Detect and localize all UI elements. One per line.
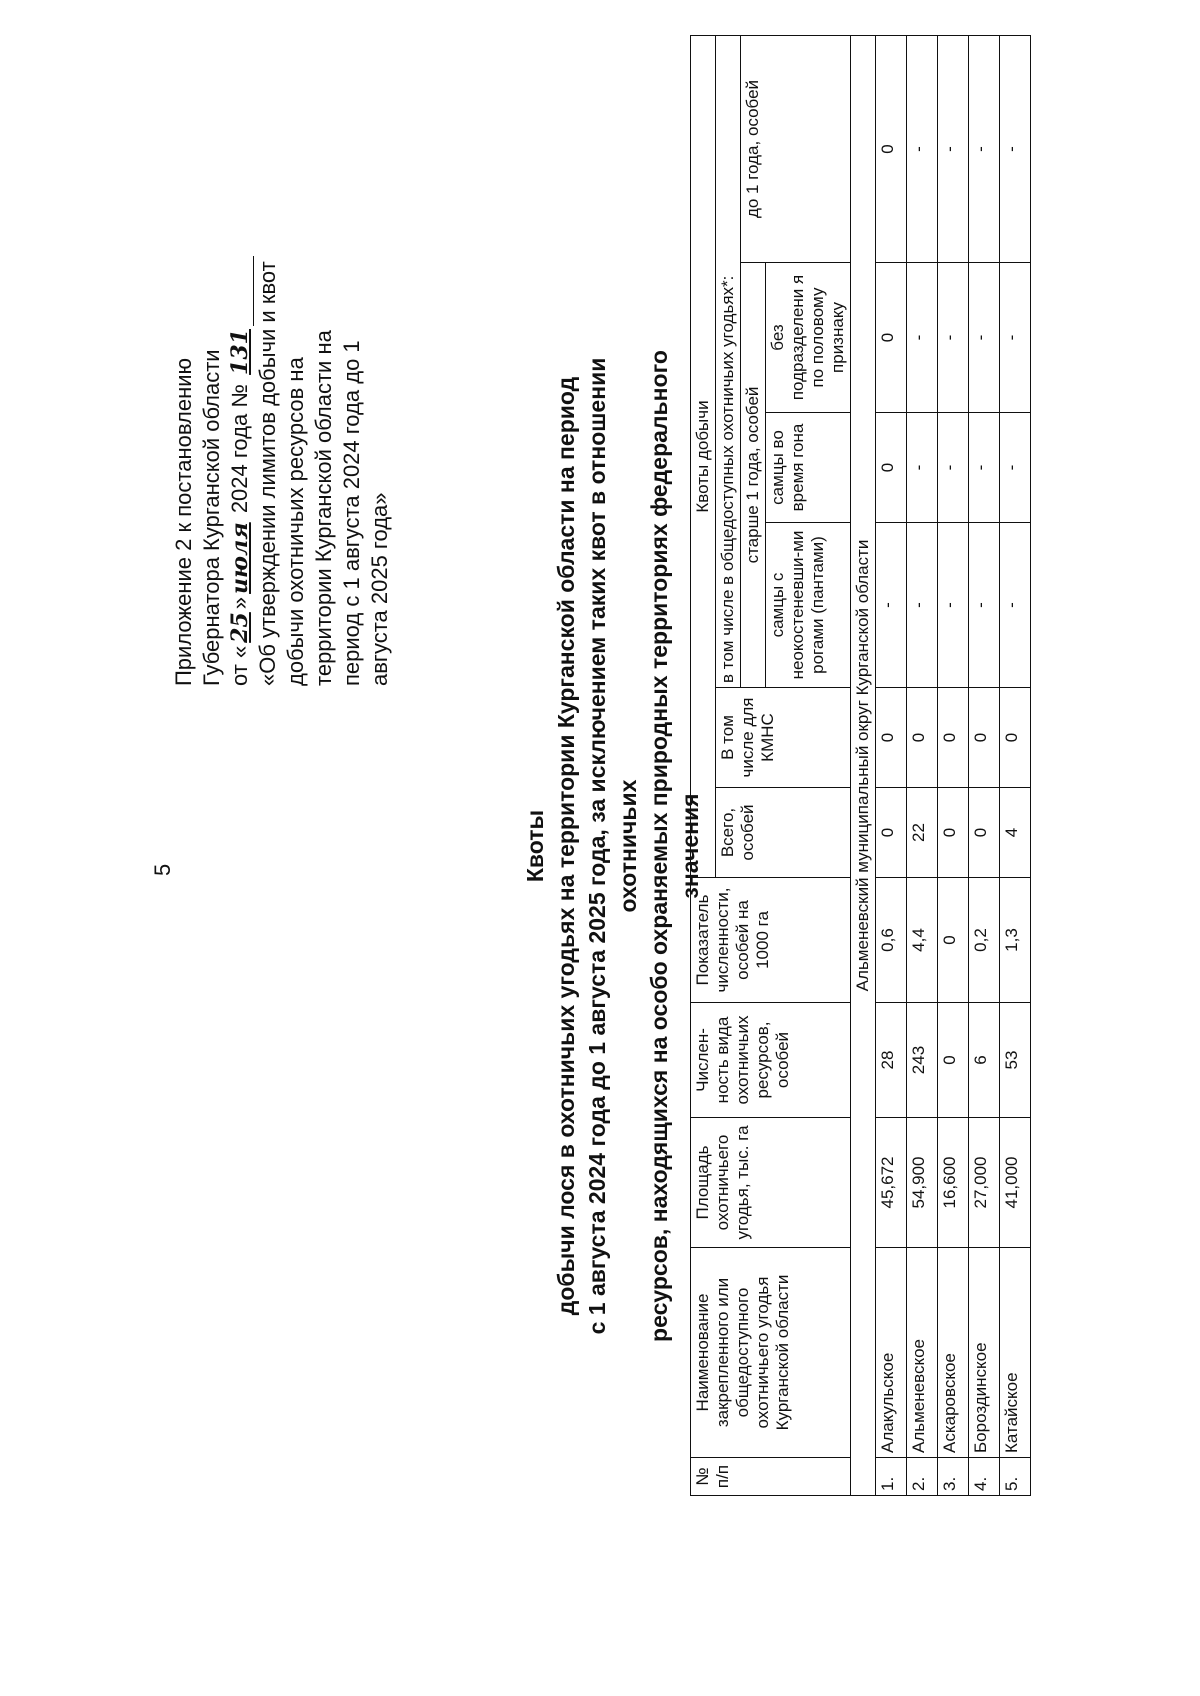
cell-under1: - [969, 35, 1000, 262]
cell-kmns: 0 [969, 688, 1000, 788]
header-density: Показатель численности, особей на 1000 га [691, 878, 851, 1003]
cell-under1: - [907, 35, 938, 262]
date-prefix: от « [227, 645, 252, 686]
date-year: 2024 года № [227, 377, 252, 520]
table-row [938, 35, 969, 1495]
title-line: с 1 августа 2024 года до 1 августа 2025 года, за исключением таких квот в отношении охотничьих [584, 357, 641, 1335]
cell-no-sex: - [969, 263, 1000, 413]
appendix-line: «Об утверждении лимитов добычи и квот [255, 261, 280, 686]
table-row [907, 35, 938, 1495]
cell-name: Альменевское [907, 1248, 938, 1458]
cell-name: Катайское [1000, 1248, 1031, 1458]
table-section-row [851, 35, 876, 1495]
cell-population: 243 [907, 1003, 938, 1118]
cell-males-velvet: - [1000, 523, 1031, 688]
cell-name: Алакульское [876, 1248, 907, 1458]
appendix-line: добычи охотничьих ресурсов на [283, 357, 308, 686]
header-area: Площадь охотничьего угодья, тыс. га [691, 1118, 851, 1248]
table-row [876, 35, 907, 1495]
header-name: Наименование закрепленного или общедоступного охотничьего угодья Курганской области [691, 1248, 851, 1458]
cell-males-rut: - [938, 413, 969, 523]
cell-males-velvet: - [876, 523, 907, 688]
header-no-sex: без подразделени я по половому признаку [766, 263, 851, 413]
cell-population: 28 [876, 1003, 907, 1118]
header-public: в том числе в общедоступных охотничьих угодьях*: [716, 35, 741, 687]
table-header-row [691, 35, 716, 1495]
appendix-line: августа 2025 года» [367, 492, 392, 686]
cell-total: 0 [876, 788, 907, 878]
cell-males-velvet: - [907, 523, 938, 688]
cell-males-rut: 0 [876, 413, 907, 523]
header-males-velvet: самцы с неокостеневши-ми рогами (пантами) [766, 523, 851, 688]
date-month: июля [227, 522, 253, 594]
appendix-line: территории Курганской области на [311, 330, 336, 686]
cell-no-sex: - [907, 263, 938, 413]
cell-area: 54,900 [907, 1118, 938, 1248]
cell-no-sex: 0 [876, 263, 907, 413]
cell-kmns: 0 [907, 688, 938, 788]
decree-number: 131 [227, 329, 253, 375]
cell-males-rut: - [969, 413, 1000, 523]
table-row [969, 35, 1000, 1495]
cell-density: 4,4 [907, 878, 938, 1003]
cell-under1: 0 [876, 35, 907, 262]
cell-total: 22 [907, 788, 938, 878]
cell-density: 0 [938, 878, 969, 1003]
cell-total: 0 [938, 788, 969, 878]
quota-table [690, 35, 1031, 1496]
cell-density: 0,2 [969, 878, 1000, 1003]
appendix-line: период с 1 августа 2024 года до 1 [339, 340, 364, 686]
cell-name: Аскаровское [938, 1248, 969, 1458]
cell-males-rut: - [1000, 413, 1031, 523]
cell-total: 4 [1000, 788, 1031, 878]
cell-num: 1. [876, 1458, 907, 1496]
cell-area: 41,000 [1000, 1118, 1031, 1248]
date-day: 25 [227, 612, 253, 643]
cell-total: 0 [969, 788, 1000, 878]
header-under1: до 1 года, особей [741, 35, 851, 262]
cell-name: Бороздинское [969, 1248, 1000, 1458]
cell-density: 1,3 [1000, 878, 1031, 1003]
document-title [520, 296, 706, 1396]
cell-num: 2. [907, 1458, 938, 1496]
appendix-block [170, 46, 394, 686]
cell-num: 3. [938, 1458, 969, 1496]
appendix-line: Приложение 2 к постановлению [171, 357, 196, 686]
appendix-line: Губернатора Курганской области [199, 349, 224, 686]
cell-males-velvet: - [938, 523, 969, 688]
cell-males-velvet: - [969, 523, 1000, 688]
cell-kmns: 0 [938, 688, 969, 788]
title-line: добычи лося в охотничьих угодьях на территории Курганской области на период [553, 376, 579, 1316]
header-population: Числен-ность вида охотничьих ресурсов, особей [691, 1003, 851, 1118]
cell-under1: - [1000, 35, 1031, 262]
cell-kmns: 0 [1000, 688, 1031, 788]
cell-num: 4. [969, 1458, 1000, 1496]
cell-population: 0 [938, 1003, 969, 1118]
header-males-rut: самцы во время гона [766, 413, 851, 523]
cell-no-sex: - [1000, 263, 1031, 413]
header-quotas: Квоты добычи [691, 35, 716, 877]
page-number: 5 [150, 863, 175, 876]
number-underline [231, 256, 254, 326]
cell-kmns: 0 [876, 688, 907, 788]
header-total: Всего, особей [716, 788, 851, 878]
cell-males-rut: - [907, 413, 938, 523]
title-line: ресурсов, находящихся на особо охраняемых природных территориях федерального значения [646, 350, 703, 1342]
cell-no-sex: - [938, 263, 969, 413]
date-mid: » [227, 596, 252, 610]
table-row [1000, 35, 1031, 1495]
header-num: № п/п [691, 1458, 851, 1496]
cell-area: 16,600 [938, 1118, 969, 1248]
header-kmns: В том числе для КМНС [716, 688, 851, 788]
cell-density: 0,6 [876, 878, 907, 1003]
header-over1: старше 1 года, особей [741, 263, 766, 688]
cell-area: 45,672 [876, 1118, 907, 1248]
cell-num: 5. [1000, 1458, 1031, 1496]
cell-population: 6 [969, 1003, 1000, 1118]
cell-under1: - [938, 35, 969, 262]
appendix-date-line [226, 46, 254, 686]
cell-area: 27,000 [969, 1118, 1000, 1248]
section-title: Альменевский муниципальный округ Курганской области [851, 35, 876, 1495]
cell-population: 53 [1000, 1003, 1031, 1118]
title-heading: Квоты [522, 809, 548, 883]
